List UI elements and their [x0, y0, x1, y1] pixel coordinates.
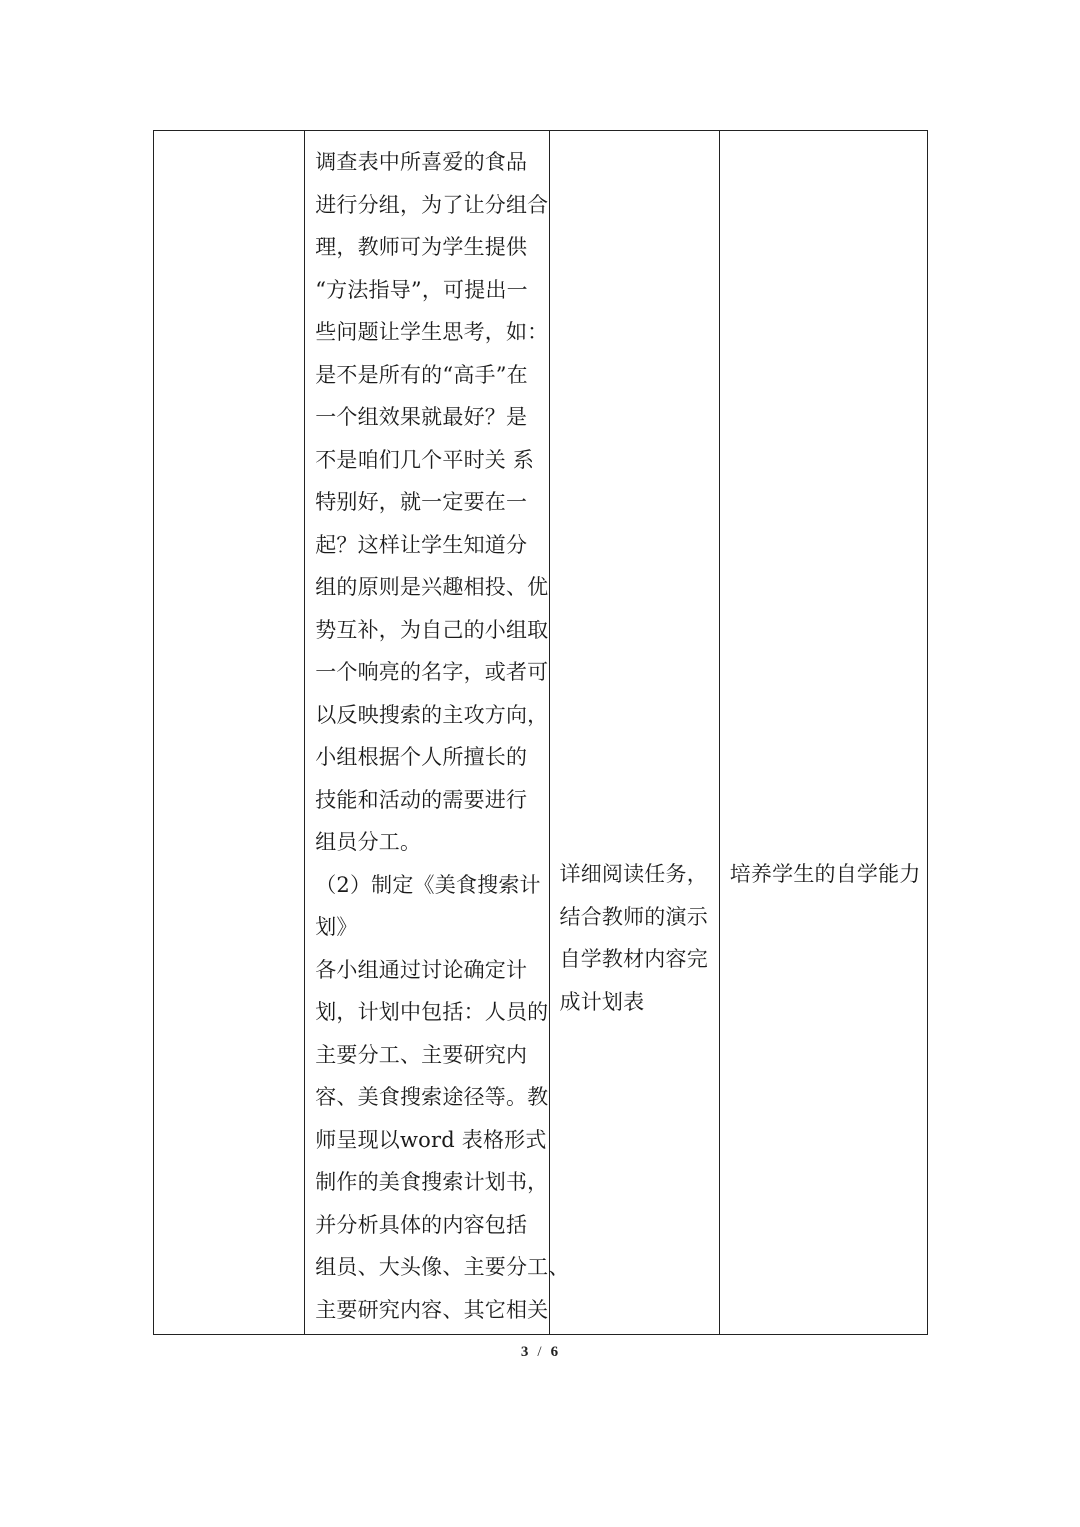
text-line: 起？这样让学生知道分: [315, 532, 528, 557]
text-line: 制作的美食搜索计划书，: [315, 1170, 549, 1194]
text-line: 各小组通过讨论确定计: [315, 957, 528, 982]
text-line: 主要分工、主要研究内: [315, 1042, 528, 1067]
stage-cell: [154, 131, 305, 1335]
text-line: 组的原则是兴趣相投、优: [315, 575, 549, 599]
text-line: 以反映搜索的主攻方向，: [315, 702, 549, 727]
text-line: 特别好，就一定要在一: [315, 490, 528, 514]
text-line: 进行分组，为了让分组合: [315, 192, 549, 217]
text-line: 势互补，为自己的小组取: [315, 617, 549, 642]
text-line: 师呈现以word 表格形式: [315, 1127, 547, 1152]
page-separator: /: [537, 1344, 543, 1360]
text-line: 主要研究内容、其它相关: [315, 1297, 549, 1322]
text-line: 容、美食搜索途径等。教: [315, 1085, 549, 1109]
text-line: 培养学生的自学能力: [729, 862, 921, 886]
text-line: （2）制定《美食搜索计: [315, 872, 541, 897]
text-line: 一个响亮的名字，或者可: [315, 660, 549, 684]
design-intent-text: [720, 131, 927, 896]
text-line: 并分析具体的内容包括: [315, 1212, 528, 1237]
table-row: [154, 131, 928, 1335]
lesson-plan-table: [153, 130, 928, 1335]
text-line: 详细阅读任务，: [559, 862, 708, 886]
text-line: 技能和活动的需要进行: [315, 787, 528, 812]
teacher-activity-text: [305, 131, 570, 1331]
total-pages: 6: [550, 1344, 560, 1360]
text-line: 自学教材内容完: [559, 947, 708, 971]
teacher-activity-cell: [305, 131, 570, 1335]
current-page: 3: [520, 1344, 530, 1360]
text-line: 划》: [315, 915, 358, 939]
page-number: [0, 1344, 1080, 1361]
student-activity-text: [550, 131, 719, 1023]
text-line: 调查表中所喜爱的食品: [315, 150, 528, 174]
text-line: 不是咱们几个平时关 系: [315, 447, 535, 472]
text-line: 划，计划中包括：人员的: [315, 1000, 549, 1024]
text-line: 一个组效果就最好？是: [315, 405, 528, 429]
student-activity-cell: [549, 131, 719, 1335]
text-line: 是不是所有的“高手”在: [315, 362, 528, 387]
text-line: 结合教师的演示: [559, 904, 708, 929]
text-line: 组员分工。: [315, 830, 422, 854]
text-line: 小组根据个人所擅长的: [315, 745, 528, 769]
text-line: 些问题让学生思考，如：: [315, 320, 549, 344]
design-intent-cell: [719, 131, 927, 1335]
text-line: 成计划表: [559, 989, 645, 1014]
text-line: 组员、大头像、主要分工、: [315, 1255, 570, 1279]
text-line: 理，教师可为学生提供: [315, 235, 528, 259]
text-line: “方法指导”，可提出一: [315, 277, 528, 302]
